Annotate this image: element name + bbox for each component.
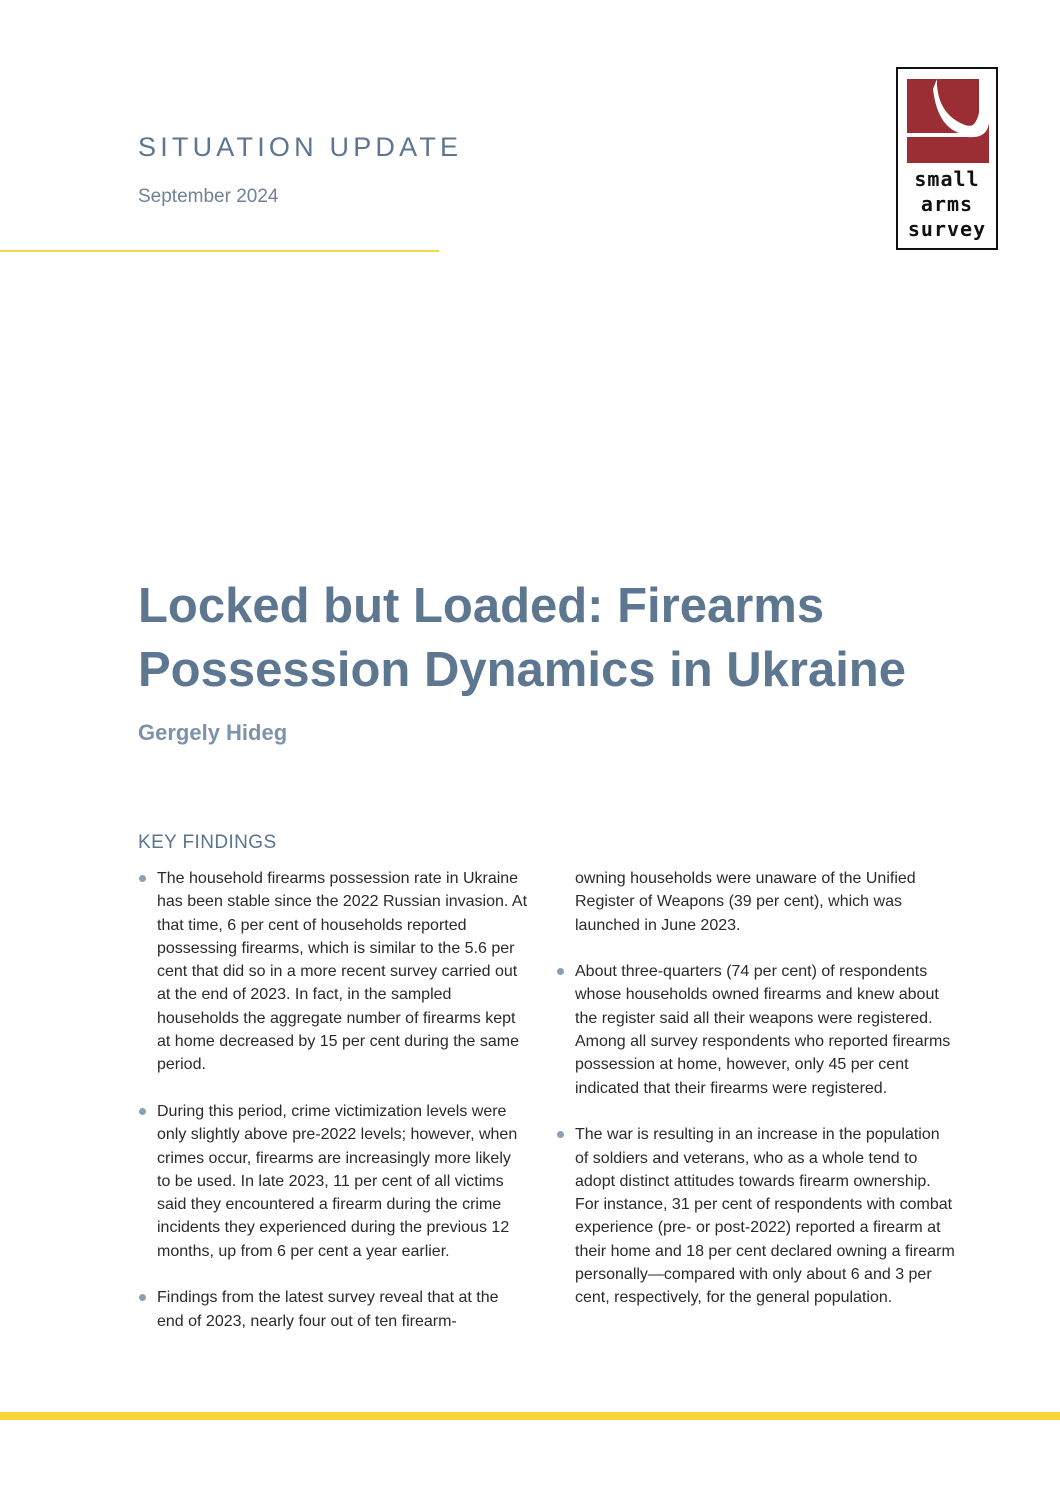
finding-item xyxy=(138,1100,528,1263)
logo-word-arms: arms xyxy=(920,192,974,216)
key-findings-right-column xyxy=(556,867,956,1333)
logo-word-survey: survey xyxy=(907,217,987,241)
finding-text: The war is resulting in an increase in the population of soldiers and veterans, who as a whole tend to adopt distinct attitudes towards firearm ownership. For instance, 31 per cent of respondents with combat experience (pre- or post-2022) reported a firearm at their home and 18 per cent declared owning a firearm personally—compared with only about 6 and 3 per cent, respectively, for the general population. xyxy=(575,1126,955,1307)
finding-item xyxy=(556,1123,956,1309)
key-findings-left-column xyxy=(138,867,528,1356)
key-findings-heading: KEY FINDINGS xyxy=(138,832,277,853)
finding-continuation xyxy=(556,867,956,937)
header-divider xyxy=(0,250,439,252)
author-name: Gergely Hideg xyxy=(138,720,288,745)
document-title: Locked but Loaded: Firearms Possession Dynamics in Ukraine xyxy=(138,579,906,697)
finding-item xyxy=(138,867,528,1077)
finding-text: Findings from the latest survey reveal that at the end of 2023, nearly four out of ten firearm- xyxy=(157,1289,499,1330)
publication-date: September 2024 xyxy=(138,186,279,207)
logo-wordmark xyxy=(898,167,996,242)
finding-item xyxy=(556,960,956,1100)
bullet-icon xyxy=(557,1131,564,1138)
bullet-icon xyxy=(557,968,564,975)
bullet-icon xyxy=(139,1294,146,1301)
finding-text: About three-quarters (74 per cent) of respondents whose households owned firearms and knew about the register said all their weapons were registered. Among all survey respondents who reported firearms possession at home, however, only 45 per cent indicated that their firearms were registered. xyxy=(575,963,951,1097)
logo-word-small: small xyxy=(914,167,980,191)
logo-mark-icon xyxy=(907,79,989,163)
document-type-label: SITUATION UPDATE xyxy=(138,132,463,162)
finding-item xyxy=(138,1286,528,1333)
footer-divider xyxy=(0,1412,1060,1420)
small-arms-survey-logo xyxy=(896,67,998,250)
finding-text: During this period, crime victimization levels were only slightly above pre-2022 levels; however, when crimes occur, firearms are increasingly more likely to be used. In late 2023, 11 per cent of all victims said they encountered a firearm during the crime incidents they experienced during the previous 12 months, up from 6 per cent a year earlier. xyxy=(157,1102,518,1260)
finding-text: The household firearms possession rate in Ukraine has been stable since the 2022 Russian invasion. At that time, 6 per cent of households reported possessing firearms, which is similar to the 5.6 per cent that did so in a more recent survey carried out at the end of 2023. In fact, in the sampled households the aggregate number of firearms kept at home decreased by 15 per cent during the same period. xyxy=(157,870,528,1074)
bullet-icon xyxy=(139,1108,146,1115)
bullet-icon xyxy=(139,875,146,882)
finding-text: owning households were unaware of the Unified Register of Weapons (39 per cent), which was launched in June 2023. xyxy=(575,870,916,934)
